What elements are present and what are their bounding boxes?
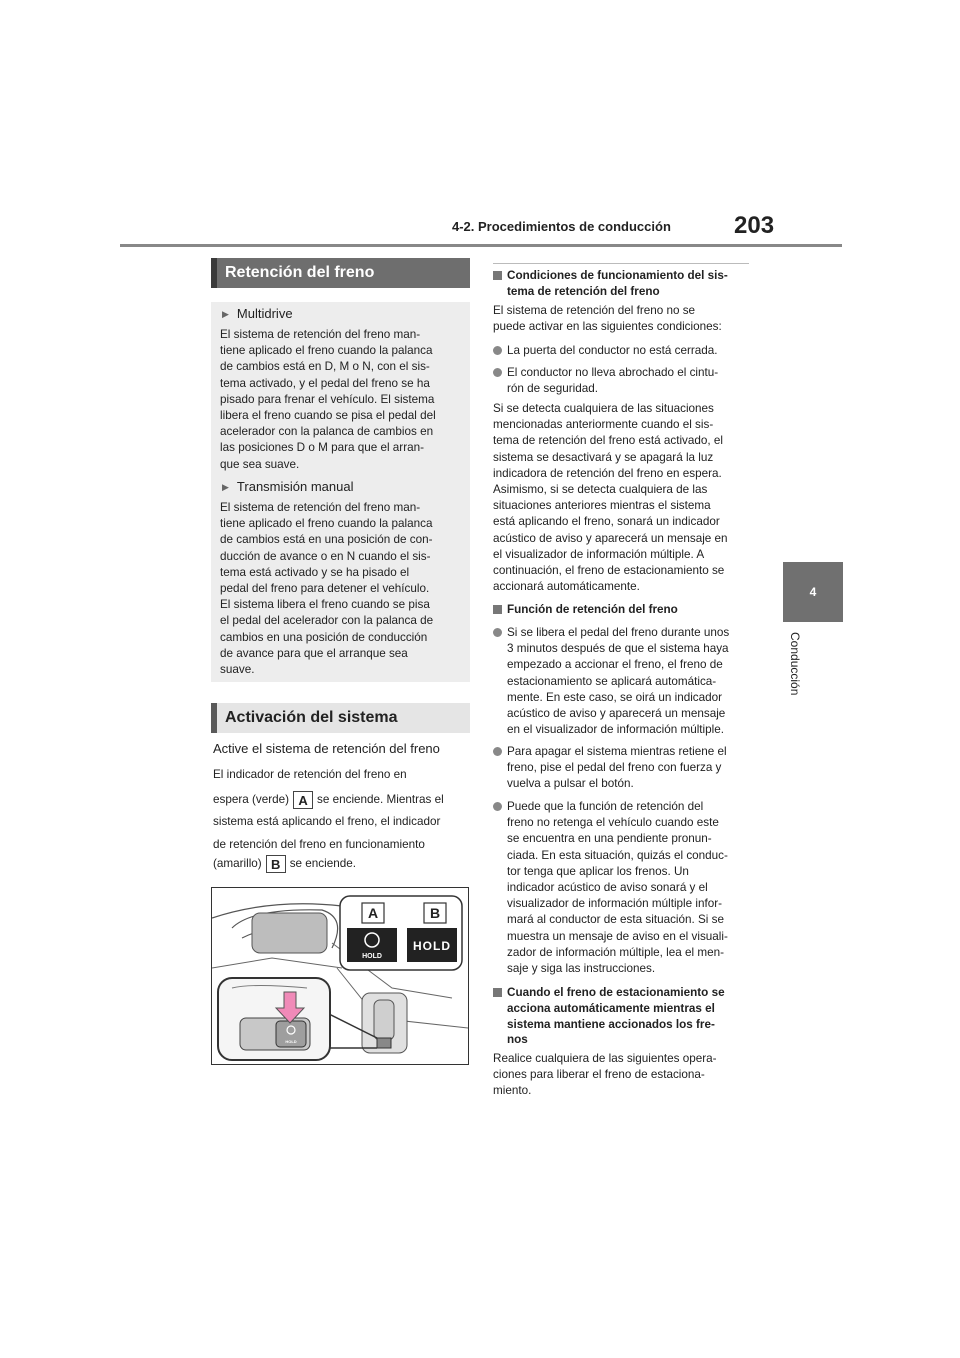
heading-text: Condiciones de funcionamiento del sis- tema de retención del freno — [507, 269, 728, 298]
chapter-label-text: Conducción — [788, 632, 802, 696]
dashboard-drawing — [212, 888, 468, 1064]
column-divider — [493, 263, 749, 264]
circle-bullet-icon — [493, 747, 502, 756]
heading-parking-brake — [493, 985, 755, 1048]
list-item — [493, 365, 755, 397]
subheading-multidrive: ▶ Multidrive — [222, 306, 293, 321]
list-item-text: Si se libera el pedal del freno durante unos 3 minutos después de que el sistema haya empezado a accionar el freno, el freno de estacionamiento se aplicará automática- mente. En este caso, se oirá un indicador acústico de aviso y aparecerá un mensaje en el visualizador de información múltiple. — [507, 626, 730, 737]
circle-bullet-icon — [493, 368, 502, 377]
text-fragment: se enciende. — [289, 857, 356, 871]
square-bullet-icon — [493, 605, 502, 614]
paragraph-conditions: El sistema de retención del freno no se puede activar en las siguientes condiciones: — [493, 304, 722, 334]
paragraph-manual: El sistema de retención del freno man- tiene aplicado el freno cuando la palanca de cambios está en una posición de con- ducción de avance o en N cuando el sis- tema está activado y se ha pisado el pedal del freno para detener el vehículo. El sistema libera el freno cuando se pisa el pedal del acelerador con la palanca de cambios en una posición de conducción de avance para que el arranque sea suave. — [220, 501, 434, 677]
hold-standby-text: HOLD — [362, 953, 382, 960]
text-fragment: (amarillo) — [213, 857, 262, 871]
list-item — [493, 625, 755, 738]
list-item-text: Puede que la función de retención del freno no retenga el vehículo cuando este se encuentra en una pendiente pronun- ciada. En esta situación, quizás el conduc- tor tenga que aplicar los frenos. Un indicador acústico de aviso sonará y el visualizador de información múltiple infor- mará al conductor de esta situación. Si se muestra un mensaje de aviso en el visuali- zador de información múltiple, lea el men- saje y siga las instrucciones. — [507, 800, 728, 976]
section-heading-text: Activación del sistema — [225, 709, 398, 726]
list-item — [493, 744, 755, 793]
activation-text-line: El indicador de retención del freno en — [213, 768, 407, 781]
activation-instruction: Active el sistema de retención del freno — [213, 741, 440, 756]
header-divider — [120, 244, 842, 247]
paragraph-multidrive: El sistema de retención del freno man- tiene aplicado el freno cuando la palanca de cambios está en D, M o N, con el sis- tema activado, y el pedal del freno se ha pisado para frenar el vehículo. El sistema libera el freno cuando se pisa el pedal del acelerador con la palanca de cambios en las posiciones D o M para que el arran- que sea suave. — [220, 328, 436, 471]
label-b-badge: B — [266, 855, 286, 873]
list-item-text: La puerta del conductor no está cerrada. — [507, 344, 718, 357]
paragraph-release: Realice cualquiera de las siguientes opera- ciones para liberar el freno de estaciona- miento. — [493, 1052, 717, 1098]
circle-bullet-icon — [493, 802, 502, 811]
activation-text-line — [213, 855, 356, 873]
activation-text-line: sistema está aplicando el freno, el indicador — [213, 815, 441, 828]
heading-text: Función de retención del freno — [507, 603, 678, 616]
activation-text-line: de retención del freno en funcionamiento — [213, 838, 425, 851]
list-item — [493, 343, 755, 359]
list-item-text: Para apagar el sistema mientras retiene el freno, pise el pedal del freno con fuerza y vuelva a pulsar el botón. — [507, 745, 727, 791]
heading-operating-conditions — [493, 268, 755, 300]
hold-active-text: HOLD — [413, 939, 451, 953]
brake-hold-illustration — [211, 887, 469, 1065]
page-number: 203 — [734, 212, 775, 239]
chapter-number: 4 — [809, 585, 817, 599]
circle-bullet-icon — [493, 346, 502, 355]
circle-bullet-icon — [493, 628, 502, 637]
section-heading-retention — [211, 258, 470, 288]
list-item-text: El conductor no lleva abrochado el cintu- rón de seguridad. — [507, 366, 719, 396]
paragraph-detection: Si se detecta cualquiera de las situaciones mencionadas anteriormente cuando el sis- tema de retención del freno está activado, el sistema se desactivará y se apagará la luz indicadora de retención del freno en espera. Asimismo, si se detecta cualquiera de las situaciones anteriores mientras el sistema está aplicando el freno, sonará un indicador acústico de aviso y aparecerá un mensaje en el visualizador de información múltiple. A continuación, el freno de estacionamiento se accionará automáticamente. — [493, 402, 728, 594]
subheading-manual: ▶ Transmisión manual — [222, 479, 353, 494]
label-a-badge: A — [293, 791, 313, 809]
list-item — [493, 799, 755, 977]
chapter-tab — [783, 562, 843, 622]
text-fragment: se enciende. Mientras el — [317, 793, 444, 807]
hold-button-text: HOLD — [285, 1039, 297, 1044]
heading-text: Cuando el freno de estacionamiento se acciona automáticamente mientras el sistema mantiene accionados los fre- nos — [507, 986, 725, 1047]
activation-text-line — [213, 791, 444, 809]
figure-label-a: A — [367, 905, 379, 921]
square-bullet-icon — [493, 271, 502, 280]
chapter-label — [788, 632, 804, 712]
section-heading-activation — [211, 703, 470, 733]
heading-hold-function — [493, 602, 755, 618]
section-heading-text: Retención del freno — [225, 264, 375, 281]
text-fragment: espera (verde) — [213, 793, 290, 807]
square-bullet-icon — [493, 988, 502, 997]
figure-label-b: B — [429, 905, 441, 921]
section-title: 4-2. Procedimientos de conducción — [452, 219, 671, 234]
